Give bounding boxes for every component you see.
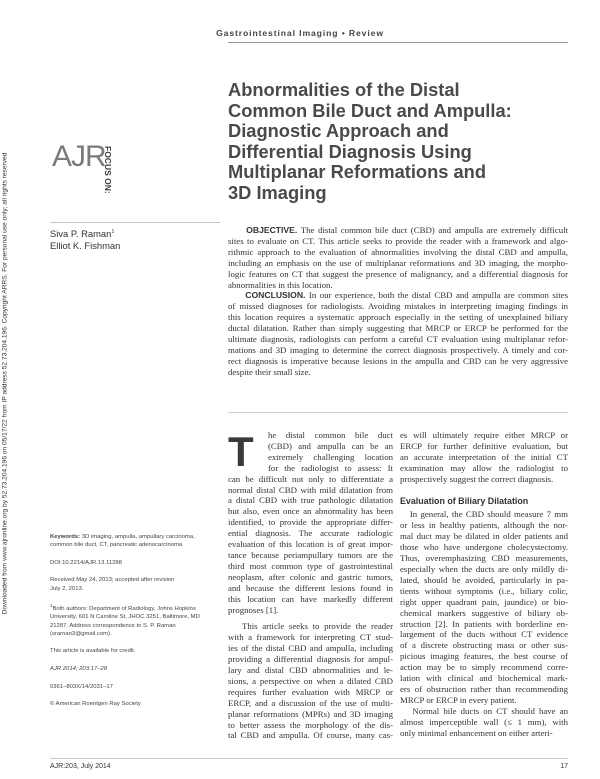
body-line: struction [2]. In patients with borderline en- <box>400 618 568 629</box>
abstract-line: rect diagnosis is imperative because lesions in the ampulla and CBD can be very aggressive <box>228 355 568 366</box>
cme-note: This article is available for credit. <box>50 648 136 655</box>
abstract <box>228 225 568 378</box>
body-line: lary and distal CBD abnormalities and le- <box>228 665 393 676</box>
affiliation: (srarnan3@gmail.com). <box>50 630 112 637</box>
received-date: Received May 24, 2013; accepted after revision <box>50 577 175 584</box>
title-line: Differential Diagnosis Using <box>228 140 472 162</box>
abstract-line: this location requires a systematic approach especially in the setting of unexplained biliary <box>228 312 568 323</box>
received-date: July 2, 2013. <box>50 585 84 592</box>
abstract-line: OBJECTIVE. The distal common bile duct (CBD) and ampulla are extremely difficult <box>246 225 569 235</box>
body-line: chemical markers suggestive of biliary ob- <box>400 607 568 618</box>
footer-rule <box>50 758 568 759</box>
body-line: examination may allow the radiologist to <box>400 462 568 473</box>
affiliation: 21287. Address correspondence to S. P. Raman <box>50 622 176 629</box>
title-line: 3D Imaging <box>228 181 327 203</box>
body-line: action may be to simply recommend corre- <box>400 662 568 673</box>
download-notice: Downloaded from www.ajronline.org by 52.73.204.196 on 05/17/22 from IP address 52.73.204.196. Copyright ARRS. For personal use only; all rights reserved <box>1 152 9 615</box>
abstract-line: ultimate diagnosis, radiologists can perform a careful CT evaluation using multiplanar refor- <box>228 334 568 345</box>
body-line: planar reformations (MPRs) and 3D imaging <box>228 708 393 719</box>
body-line: he distal common bile duct <box>268 430 393 440</box>
body-line: third most common type of gastrointestinal <box>228 560 393 571</box>
body-line: can be difficult not only to differentiate a <box>228 473 393 484</box>
body-line: requires further evaluation with MRCP or <box>228 686 393 697</box>
body-line: an accurate interpretation of the initial CT <box>400 451 568 462</box>
body-line: evaluation of this location is of great impor- <box>228 539 393 550</box>
body-line: to better assess the morphology of the dis- <box>228 719 393 730</box>
body-line: Normal bile ducts on CT should have an <box>412 705 568 716</box>
section-heading: Evaluation of Biliary Dilatation <box>400 495 529 506</box>
body-line: In general, the CBD should measure 7 mm <box>409 509 568 520</box>
body-line: of a discrete obstructing mass or other sus- <box>400 640 568 651</box>
body-line: sions, a perspective on when a dilated CBD <box>228 675 393 686</box>
abstract-line: mations and 3D imaging to determine the correct diagnosis prospectively. A timely and cor- <box>228 344 568 355</box>
abstract-line: rithmic approach to the evaluation of abnormalities involving the distal CBD and ampulla, <box>228 246 568 257</box>
title-line: Diagnostic Approach and <box>228 120 449 141</box>
abstract-divider <box>228 412 568 413</box>
body-line: for the radiologist to assess: It <box>268 462 393 473</box>
copyright: © American Roentgen Ray Society <box>50 701 141 708</box>
body-line: right upper quadrant pain, jaundice) or bio- <box>400 596 568 607</box>
body-line: lated, should be avoided, particularly in pa- <box>400 574 568 585</box>
keywords-line: Keywords: 3D imaging, ampulla, ampullary carcinoma, <box>50 534 195 540</box>
body-column-right <box>400 430 568 738</box>
body-line: only minimal enhancement on either arteri- <box>400 727 553 738</box>
body-line: lation with clinical and biochemical mark- <box>400 673 568 684</box>
body-line: ies of the distal CBD and ampulla, including <box>228 643 393 654</box>
abstract-line: logic features on CT that suggest the presence of malignancy, and a differential diagnosis for <box>228 268 568 279</box>
conclusion-label: CONCLUSION. <box>245 290 306 301</box>
body-line: normal distal CBD with mild dilatation from <box>228 484 393 495</box>
logo-focus-text: FOCUS ON: <box>103 146 113 194</box>
body-line: ers of obstruction rather than recommending <box>400 683 568 694</box>
author-name: Elliot K. Fishman <box>50 239 121 251</box>
abstract-line: including an emphasis on the use of multiplanar reformations and 3D imaging, the morpho- <box>228 257 568 268</box>
abstract-line: CONCLUSION. In our experience, both the distal CBD and ampulla are common sites <box>245 290 568 301</box>
abstract-line: ductal dilatation. Rather than simply suggesting that MRCP or ERCP be performed for the <box>228 323 568 334</box>
body-line: prognoses [1]. <box>228 604 279 615</box>
body-line: prospectively suggest the correct diagnosis. <box>400 473 554 484</box>
body-line: and because the different lesions found in <box>228 582 393 593</box>
logo-ajr-text: AJR <box>52 140 106 173</box>
body-line: ERCP for further definitive evaluation, but <box>400 440 568 451</box>
drop-cap: T <box>228 428 254 475</box>
body-line: neoplasm, after colonic and gastric tumors, <box>228 571 393 582</box>
body-line: picious imaging features, the best course of <box>400 651 568 662</box>
author-list <box>50 227 120 251</box>
author-name: Siva P. Raman$^1$ <box>50 228 115 240</box>
body-line: MRCP or ERCP in every patient. <box>400 694 517 705</box>
body-line: (CBD) and ampulla can be an <box>268 440 393 451</box>
body-line: extremely challenging location <box>268 451 393 462</box>
title-line: Abnormalities of the Distal <box>228 79 460 100</box>
author-rule <box>50 222 220 223</box>
article-title <box>228 80 573 203</box>
abstract-line: sites to evaluate on CT. This article seeks to provide the reader with a framework and algo- <box>228 235 568 246</box>
body-line: Thus, overemphasizing CBD measurements, <box>400 553 568 564</box>
body-line: especially when the ducts are only mildly di- <box>400 563 568 574</box>
objective-label: OBJECTIVE. <box>246 225 298 235</box>
ajr-focus-logo <box>52 142 127 197</box>
body-line: those who have undergone cholecystectomy. <box>400 542 568 553</box>
body-line: tance because periampullary tumors are the <box>228 549 393 560</box>
body-line: identified, to provide the appropriate differ- <box>228 517 393 528</box>
body-line: this location can have markedly different <box>228 593 393 604</box>
body-line: mal duct may be dilated in older patients and <box>400 531 568 542</box>
abstract-line: abnormalities in this location. <box>228 279 333 290</box>
body-line: but also, even once an abnormality has been <box>228 506 393 517</box>
body-line: tients without symptoms (i.e., biliary colic, <box>400 585 568 596</box>
affiliation: University, 601 N Caroline St, JHOC 3251, Baltimore, MD <box>50 614 200 621</box>
body-column-left <box>228 430 393 741</box>
header-rule <box>228 42 568 43</box>
title-line: Common Bile Duct and Ampulla: <box>228 99 512 121</box>
body-line: es will ultimately require either MRCP or <box>400 430 568 440</box>
body-line: This article seeks to provide the reader <box>241 621 393 632</box>
affiliation: $^1$Both authors: Department of Radiology, Johns Hopkins <box>50 603 196 613</box>
body-line: providing a differential diagnosis for ampul- <box>228 654 393 665</box>
citation: AJR 2014; 203:17–28 <box>50 665 107 672</box>
body-line: with a framework for interpreting CT stud- <box>228 632 393 643</box>
body-line: or less in healthy patients, although the nor- <box>400 520 568 531</box>
body-line: ERCP, and a discussion of the use of multi- <box>228 697 393 708</box>
body-line: tal CBD and ampulla. Of course, many cas- <box>228 730 393 741</box>
body-line: largement of the ducts without CT evidence <box>400 629 568 640</box>
title-line: Multiplanar Reformations and <box>228 161 486 182</box>
abstract-line: despite their small size. <box>228 366 311 377</box>
page-number: 17 <box>560 763 568 770</box>
footer-journal-issue: AJR:203, July 2014 <box>50 763 111 770</box>
body-line: ential diagnosis. The accurate radiologic <box>228 528 393 539</box>
article-metadata <box>50 533 220 708</box>
doi: DOI:10.2214/AJR.13.11288 <box>50 559 122 566</box>
body-line: a distal CBD with true pathologic dilatation <box>228 495 393 506</box>
journal-section-label: Gastrointestinal Imaging • Review <box>216 28 384 38</box>
issn: 0361–803X/14/2031–17 <box>50 683 113 690</box>
abstract-line: of missed diagnoses for radiologists. Avoiding mistakes in interpreting imaging findings in <box>228 301 568 312</box>
body-line: almost imperceptible wall (≤ 1 mm), with <box>400 716 568 727</box>
keywords-line: common bile duct, CT, pancreatic adenocarcinoma <box>50 542 183 549</box>
